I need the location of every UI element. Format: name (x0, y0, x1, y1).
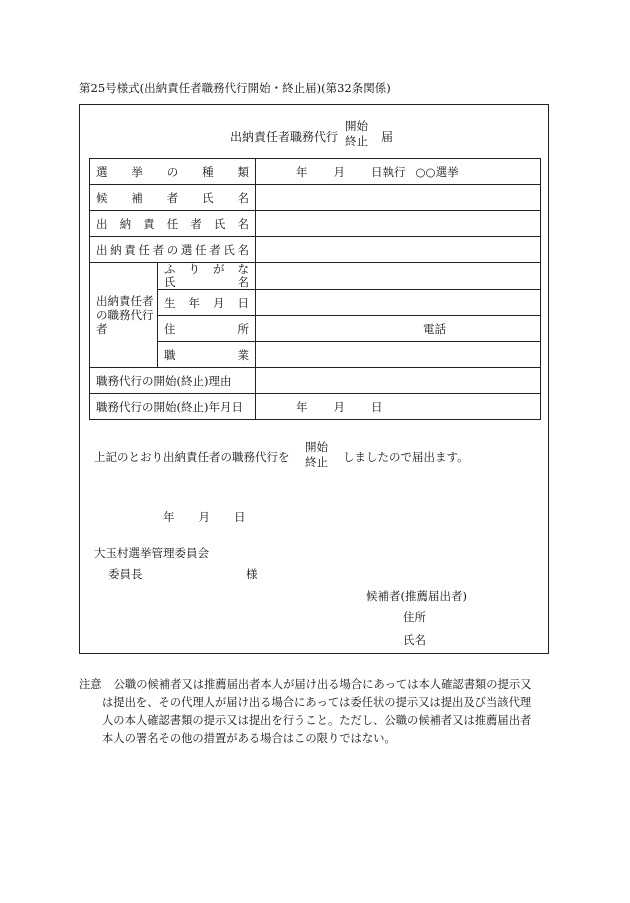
occupation-field[interactable] (256, 342, 541, 368)
statement-suffix: しましたので届出ます。 (343, 450, 469, 464)
submission-date[interactable] (163, 509, 246, 525)
statement-end: 終止 (305, 455, 328, 469)
occupation-label: 職業 (158, 342, 256, 368)
acting-treasurer-group-label: 出納責任者の職務代行者 (90, 263, 158, 368)
submitter-address-label[interactable]: 住所 (403, 610, 426, 624)
candidate-name-label: 候補者氏名 (90, 185, 256, 211)
start-date-label: 職務代行の開始(終止)年月日 (90, 394, 256, 420)
title-start-end-choice (345, 119, 368, 149)
form-title: 出納責任者職務代行 (230, 130, 339, 144)
phone-label: 電話 (423, 321, 446, 336)
notes-line-2: は提出を、その代理人が届け出る場合にあっては委任状の提示又は提出及び当該代理 (102, 696, 532, 709)
start-year: 年 (296, 399, 308, 414)
reason-label: 職務代行の開始(終止)理由 (90, 368, 256, 394)
election-type-label: 選挙の種類 (90, 159, 256, 185)
address-field[interactable] (256, 316, 541, 342)
form-number-header: 第25号様式(出納責任者職務代行開始・終止届)(第32条関係) (79, 81, 391, 95)
notes-line-1: 公職の候補者又は推薦届出者本人が届け出る場合にあっては本人確認書類の提示又 (113, 678, 532, 691)
notes-label: 注意 (79, 678, 102, 691)
submitter-name-label[interactable]: 氏名 (403, 633, 426, 647)
treasurer-name-label: 出納責任者氏名 (90, 211, 256, 237)
election-month: 月 (333, 164, 345, 179)
form-table (89, 158, 541, 420)
birthdate-label: 生年月日 (158, 290, 256, 316)
row-start-date (90, 394, 541, 420)
committee-name: 大玉村選挙管理委員会 (94, 546, 209, 560)
row-treasurer-name (90, 211, 541, 237)
submission-month: 月 (198, 510, 210, 524)
statement-text: 上記のとおり出納責任者の職務代行を (94, 450, 290, 464)
statement-start-end-choice (305, 440, 328, 470)
reason-field[interactable] (256, 368, 541, 394)
row-address (90, 316, 541, 342)
election-year: 年 (296, 164, 308, 179)
committee-chair: 委員長 (108, 567, 143, 581)
title-suffix: 届 (381, 130, 394, 144)
furigana-label: ふりがな (164, 262, 249, 276)
furigana-name-label (158, 263, 256, 290)
title-end: 終止 (345, 134, 368, 148)
candidate-name-field[interactable] (256, 185, 541, 211)
election-type-value[interactable] (256, 159, 541, 185)
birthdate-field[interactable] (256, 290, 541, 316)
statement-start: 開始 (305, 440, 328, 454)
election-name: ○○選挙 (415, 164, 459, 179)
submitter-title: 候補者(推薦届出者) (366, 589, 467, 603)
row-birthdate (90, 290, 541, 316)
notes-line-4: 本人の署名その他の措置がある場合はこの限りではない。 (102, 732, 396, 745)
start-date-field[interactable] (256, 394, 541, 420)
submission-year: 年 (163, 510, 175, 524)
row-reason (90, 368, 541, 394)
row-candidate-name (90, 185, 541, 211)
row-election-type (90, 159, 541, 185)
start-month: 月 (333, 399, 345, 414)
treasurer-name-field[interactable] (256, 211, 541, 237)
start-day: 日 (371, 399, 383, 414)
address-label: 住所 (158, 316, 256, 342)
name-label: 氏名 (164, 275, 249, 289)
title-start: 開始 (345, 119, 368, 133)
appointer-name-field[interactable] (256, 237, 541, 263)
acting-name-field[interactable] (256, 263, 541, 290)
honorific: 様 (246, 567, 258, 581)
row-appointer-name (90, 237, 541, 263)
submission-day: 日 (234, 510, 246, 524)
notes-section (79, 676, 549, 748)
appointer-name-label: 出納責任者の選任者氏名 (90, 237, 256, 263)
election-day: 日執行 (371, 164, 406, 179)
row-occupation (90, 342, 541, 368)
notes-line-3: 人の本人確認書類の提示又は提出を行うこと。ただし、公職の候補者又は推薦届出者 (102, 714, 532, 727)
row-furigana-name (90, 263, 541, 290)
